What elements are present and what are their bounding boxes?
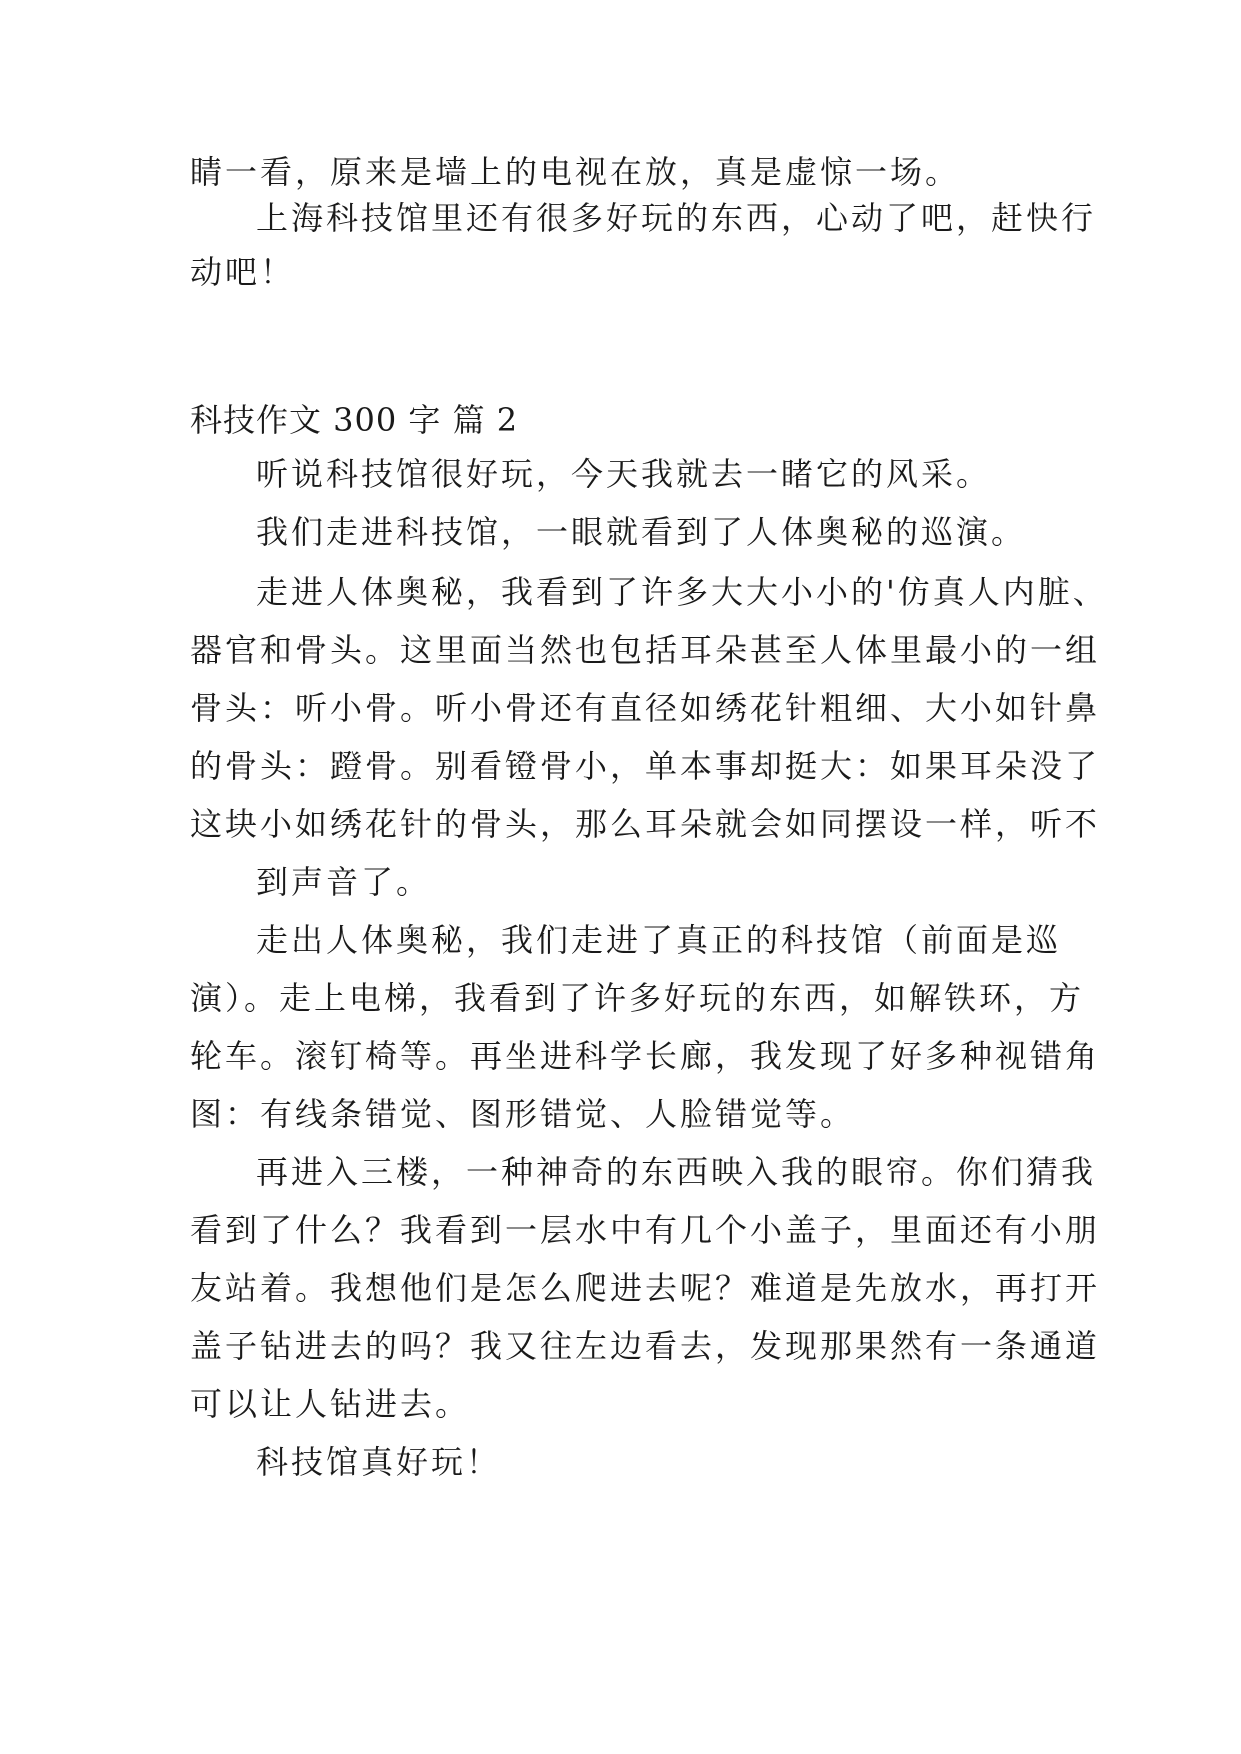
text-line: 看到了什么？我看到一层水中有几个小盖子，里面还有小朋 xyxy=(190,1211,1101,1249)
text-line: 友站着。我想他们是怎么爬进去呢？难道是先放水，再打开 xyxy=(190,1269,1101,1307)
text-line: 走进人体奥秘，我看到了许多大大小小的'仿真人内脏、 xyxy=(256,573,1108,611)
text-line: 演）。走上电梯，我看到了许多好玩的东西，如解铁环，方 xyxy=(190,979,1085,1017)
text-line: 上海科技馆里还有很多好玩的东西，心动了吧，赶快行 xyxy=(256,199,1097,237)
text-line: 图：有线条错觉、图形错觉、人脸错觉等。 xyxy=(190,1095,856,1133)
text-line: 再进入三楼，一种神奇的东西映入我的眼帘。你们猜我 xyxy=(256,1153,1097,1191)
text-line: 盖子钻进去的吗？我又往左边看去，发现那果然有一条通道 xyxy=(190,1327,1101,1365)
text-line: 器官和骨头。这里面当然也包括耳朵甚至人体里最小的一组 xyxy=(190,631,1101,669)
text-line: 到声音了。 xyxy=(256,863,432,901)
text-line: 可以让人钻进去。 xyxy=(190,1385,471,1423)
section-heading: 科技作文 300 字 篇 2 xyxy=(190,401,519,439)
text-line: 的骨头：蹬骨。别看镫骨小，单本事却挺大：如果耳朵没了 xyxy=(190,747,1101,785)
text-line: 动吧！ xyxy=(190,253,296,291)
text-line: 睛一看，原来是墙上的电视在放，真是虚惊一场。 xyxy=(190,153,961,191)
text-line: 走出人体奥秘，我们走进了真正的科技馆（前面是巡 xyxy=(256,921,1062,959)
text-line: 这块小如绣花针的骨头，那么耳朵就会如同摆设一样，听不 xyxy=(190,805,1101,843)
text-line: 我们走进科技馆，一眼就看到了人体奥秘的巡演。 xyxy=(256,513,1027,551)
text-line: 科技馆真好玩！ xyxy=(256,1443,502,1481)
text-line: 听说科技馆很好玩，今天我就去一睹它的风采。 xyxy=(256,455,992,493)
text-line: 骨头：听小骨。听小骨还有直径如绣花针粗细、大小如针鼻 xyxy=(190,689,1101,727)
text-line: 轮车。滚钉椅等。再坐进科学长廊，我发现了好多种视错角 xyxy=(190,1037,1101,1075)
